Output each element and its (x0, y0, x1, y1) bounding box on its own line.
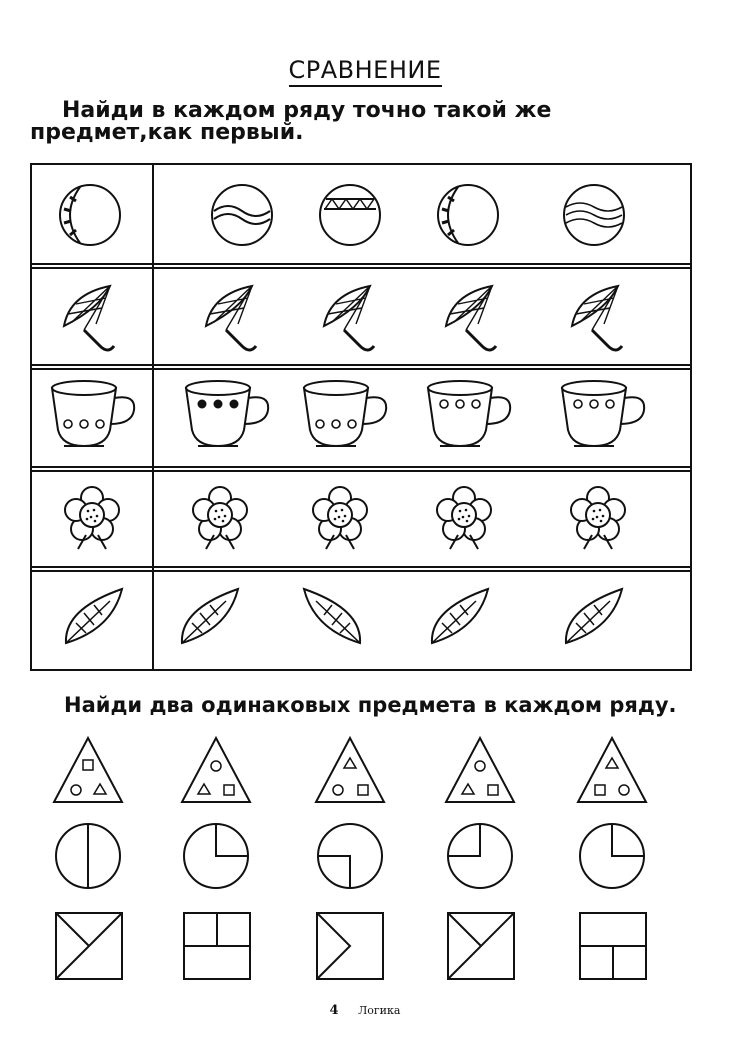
leaf-option-1-icon[interactable] (182, 589, 238, 643)
ball-waves-icon[interactable] (212, 185, 272, 245)
triangle-1-icon[interactable] (54, 738, 122, 802)
triangle-2-icon[interactable] (182, 738, 250, 802)
ball-dots-icon[interactable] (438, 185, 498, 245)
circle-2-icon[interactable] (184, 824, 248, 888)
circle-3-icon[interactable] (318, 824, 382, 888)
cup-circles-top-plain-icon[interactable] (562, 381, 644, 446)
umbrella-option-3-icon[interactable] (446, 286, 496, 350)
page-footer (0, 1003, 730, 1018)
triangle-3-icon[interactable] (316, 738, 384, 802)
square-5-icon[interactable] (580, 913, 646, 979)
comparison-grid (30, 163, 692, 671)
cup-circles-bottom-icon[interactable] (304, 381, 386, 446)
square-1-icon[interactable] (56, 913, 122, 979)
flower-option-4-icon[interactable] (571, 487, 625, 549)
instruction-2: Найди два одинаковых предмета в каждом ряду. (64, 693, 677, 717)
row-squares (56, 913, 646, 979)
row-umbrellas (64, 286, 622, 350)
leaf-option-4-icon[interactable] (566, 589, 622, 643)
row-balls (60, 185, 624, 245)
page-title-text: СРАВНЕНИЕ (289, 56, 442, 87)
triangle-4-icon[interactable] (446, 738, 514, 802)
umbrella-option-4-icon[interactable] (572, 286, 622, 350)
ball-sample-icon[interactable] (60, 185, 120, 245)
flower-option-3-icon[interactable] (437, 487, 491, 549)
square-3-icon[interactable] (317, 913, 383, 979)
page-number: 4 (329, 1003, 339, 1018)
umbrella-option-2-icon[interactable] (324, 286, 374, 350)
leaf-sample-icon[interactable] (66, 589, 122, 643)
row-circles (56, 824, 644, 888)
circle-1-icon[interactable] (56, 824, 120, 888)
row-triangles (54, 738, 646, 802)
ball-waves-double-icon[interactable] (564, 185, 624, 245)
row-flowers (65, 487, 625, 549)
page-title (0, 56, 730, 84)
square-4-icon[interactable] (448, 913, 514, 979)
cup-sample-icon[interactable] (52, 381, 134, 446)
flower-option-2-icon[interactable] (313, 487, 367, 549)
umbrella-option-1-icon[interactable] (206, 286, 256, 350)
circle-4-icon[interactable] (448, 824, 512, 888)
row-cups (52, 381, 644, 446)
circle-5-icon[interactable] (580, 824, 644, 888)
leaf-option-3-icon[interactable] (432, 589, 488, 643)
ball-zigzag-icon[interactable] (320, 185, 380, 245)
flower-option-1-icon[interactable] (193, 487, 247, 549)
square-2-icon[interactable] (184, 913, 250, 979)
triangle-5-icon[interactable] (578, 738, 646, 802)
row-leaves (66, 589, 622, 643)
cup-dots-top-icon[interactable] (186, 381, 268, 446)
pairs-exercise (40, 735, 690, 985)
flower-sample-icon[interactable] (65, 487, 119, 549)
cup-circles-top-icon[interactable] (428, 381, 510, 446)
instruction-1: Найди в каждом ряду точно такой же предмет,как первый. (30, 98, 552, 145)
leaf-option-2-icon[interactable] (304, 589, 360, 643)
section-name: Логика (358, 1004, 401, 1017)
umbrella-sample-icon[interactable] (64, 286, 114, 350)
